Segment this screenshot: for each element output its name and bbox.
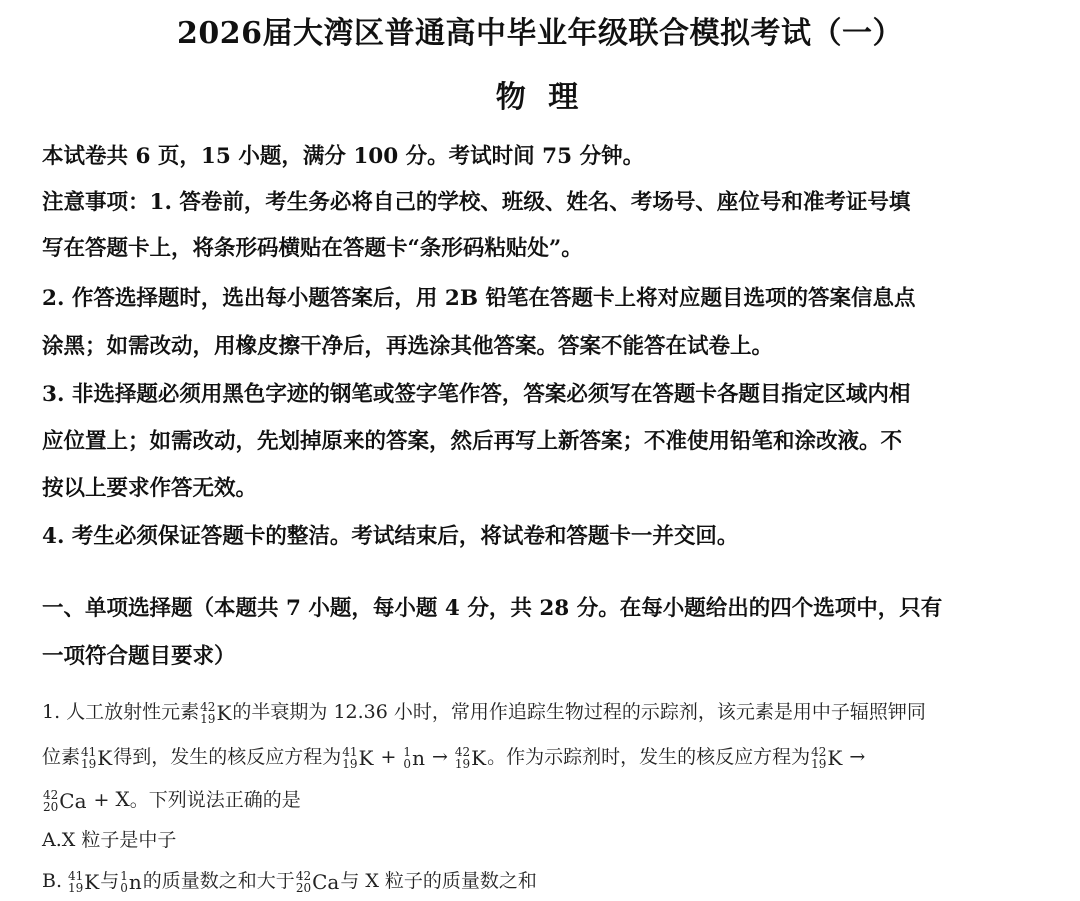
nuclide-k42 [200,698,231,728]
note-2-line-1: 2. 作答选择题时，选出每小题答案后，用 2B 铅笔在答题卡上将对应题目选项的答案信息点 [42,286,916,311]
mass-number: 42 [43,788,59,802]
q1-text: 位素 [42,746,81,768]
exam-intro: 本试卷共 6 页，15 小题，满分 100 分。考试时间 75 分钟。 [42,144,645,169]
element-symbol: K [84,870,100,894]
option-b-label: B. [42,870,63,892]
question-1-line-1 [42,697,926,728]
nuclide-k42 [811,743,842,773]
element-symbol: K [471,746,487,770]
option-b-text: 与 [100,870,120,892]
nuclide-k42 [455,743,486,773]
particle-x: X [115,787,130,811]
atomic-number: 0 [403,757,412,771]
nuclide-k41 [342,743,373,773]
option-b [42,866,537,897]
mass-number: 41 [68,869,84,883]
exam-title: 2026届大湾区普通高中毕业年级联合模拟考试（一） [177,16,903,51]
plus-sign: + [93,789,110,811]
element-symbol: K [358,746,374,770]
atomic-number: 19 [200,712,216,726]
mass-number: 42 [200,700,216,714]
nuclide-ca42 [296,867,340,897]
option-b-text: 与 X 粒子的质量数之和 [340,870,537,892]
mass-number: 42 [811,745,827,759]
element-symbol: n [128,870,142,894]
nuclide-neutron [120,867,142,897]
atomic-number: 20 [43,800,59,814]
mass-number: 1 [120,869,128,883]
atomic-number: 19 [68,881,84,895]
note-4: 4. 考生必须保证答题卡的整洁。考试结束后，将试卷和答题卡一并交回。 [42,524,739,549]
atomic-number: 19 [811,757,827,771]
note-3-line-3: 按以上要求作答无效。 [42,476,258,501]
nuclide-neutron [403,743,425,773]
atomic-number: 19 [342,757,358,771]
q1-text: 。下列说法正确的是 [129,789,301,811]
atomic-number: 20 [295,881,312,895]
mass-number: 1 [403,745,412,759]
q1-text: 的半衰期为 12.36 小时，常用作追踪生物过程的示踪剂，该元素是用中子辐照钾同 [232,701,926,723]
note-1-line-1: 注意事项：1. 答卷前，考生务必将自己的学校、班级、姓名、考场号、座位号和准考证号填 [42,190,911,215]
note-2-line-2: 涂黑；如需改动，用橡皮擦干净后，再选涂其他答案。答案不能答在试卷上。 [42,334,774,359]
option-a: A.X 粒子是中子 [42,829,177,851]
element-symbol: Ca [312,870,340,894]
element-symbol: Ca [59,789,87,813]
mass-number: 42 [295,869,312,883]
section-heading-line-1: 一、单项选择题（本题共 7 小题，每小题 4 分，共 28 分。在每小题给出的四个选项中，只有 [42,596,943,621]
arrow-sign: → [431,746,448,768]
question-1-line-2 [42,742,871,773]
question-1-line-3 [42,784,301,816]
note-3-line-2: 应位置上；如需改动，先划掉原来的答案，然后再写上新答案；不准使用铅笔和涂改液。不 [42,429,903,454]
nuclide-k41 [68,867,99,897]
mass-number: 41 [81,745,97,759]
atomic-number: 19 [454,757,471,771]
section-heading-line-2: 一项符合题目要求） [42,644,236,669]
atomic-number: 19 [81,757,97,771]
nuclide-ca42 [43,786,87,816]
mass-number: 41 [342,745,358,759]
element-symbol: n [412,746,425,770]
element-symbol: K [216,701,232,725]
nuclide-k41 [81,743,112,773]
plus-sign: + [380,746,397,768]
note-3-line-1: 3. 非选择题必须用黑色字迹的钢笔或签字笔作答，答案必须写在答题卡各题目指定区域内相 [42,382,911,407]
element-symbol: K [827,746,843,770]
note-1-line-2: 写在答题卡上，将条形码横贴在答题卡“条形码粘贴处”。 [42,236,583,261]
q1-text: 。作为示踪剂时，发生的核反应方程为 [487,746,811,768]
subject-title: 物 理 [495,80,585,115]
option-b-text: 的质量数之和大于 [142,870,295,892]
atomic-number: 0 [120,881,128,895]
arrow-sign: → [849,746,866,768]
q1-text: 得到，发生的核反应方程为 [113,746,342,768]
element-symbol: K [97,746,113,770]
mass-number: 42 [454,745,471,759]
q1-text: 1. 人工放射性元素 [42,701,200,723]
